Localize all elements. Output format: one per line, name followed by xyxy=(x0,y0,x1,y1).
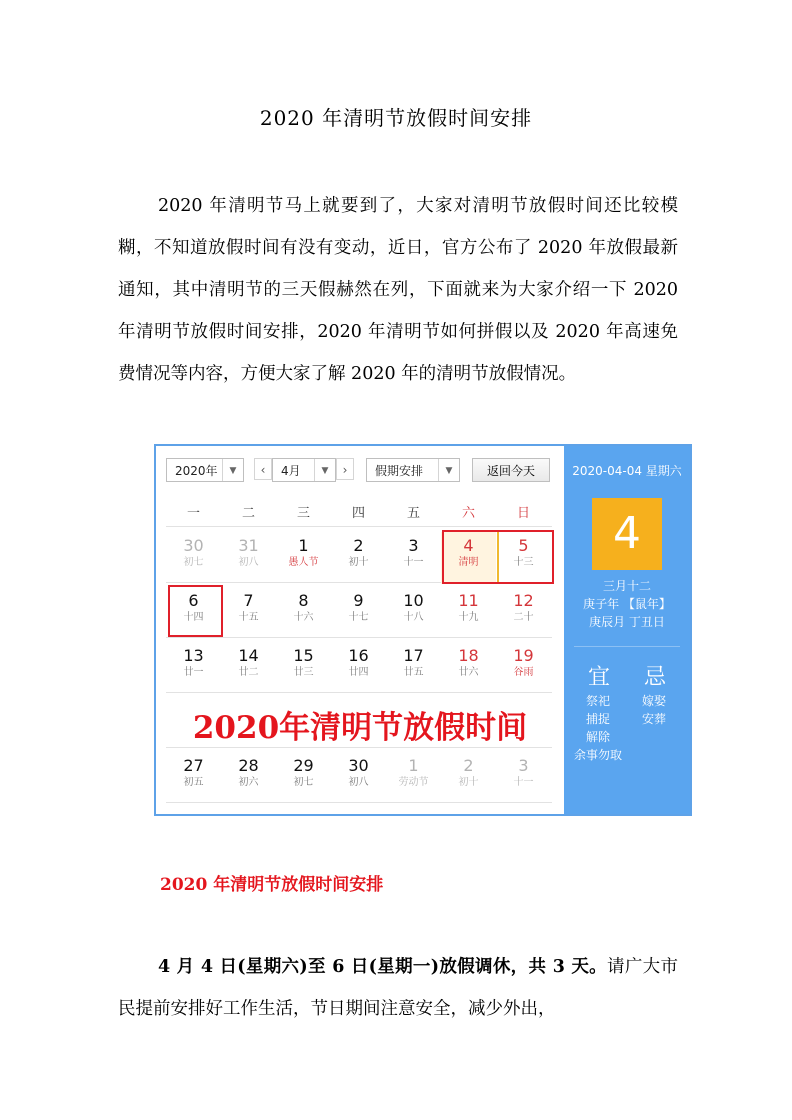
yi-list xyxy=(586,692,610,746)
ji-list xyxy=(642,692,666,728)
day-number: 29 xyxy=(293,756,314,775)
lunar-label: 初七 xyxy=(183,557,204,568)
calendar-day-cell[interactable] xyxy=(441,642,496,694)
row-divider xyxy=(166,747,552,748)
calendar-day-cell[interactable] xyxy=(386,752,441,804)
day-number: 10 xyxy=(403,591,424,610)
lunar-label: 十四 xyxy=(183,612,204,623)
intro-text: 2020 年清明节马上就要到了，大家对清明节放假时间还比较模糊，不知道放假时间有没有变动，近日，官方公布了 2020 年放假最新通知，其中清明节的三天假赫然在列，下面就来为大家介绍一下 2020 年清明节放假时间安排，2020 年清明节如何拼假以及 2020 年高速免费情况等内容，方便大家了解 2020 年的清明节放假情况。 xyxy=(118,196,678,384)
day-number: 1 xyxy=(298,536,309,555)
calendar-day-cell[interactable] xyxy=(276,532,331,584)
calendar-toolbar xyxy=(166,458,562,484)
calendar-side-panel xyxy=(564,446,690,814)
yi-item: 捕捉 xyxy=(586,712,611,726)
holiday-select-label: 假期安排 xyxy=(375,464,424,478)
lunar-label: 廿四 xyxy=(348,667,369,678)
ganzhi-year: 庚子年 【鼠年】 xyxy=(583,597,671,611)
day-number: 2 xyxy=(463,756,474,775)
calendar-day-cell[interactable] xyxy=(221,642,276,694)
yi-label: 宜 xyxy=(588,665,611,690)
lunar-label: 清明 xyxy=(458,557,479,568)
day-number: 12 xyxy=(513,591,534,610)
row-divider xyxy=(166,526,552,527)
calendar-banner: 2020年清明节放假时间 xyxy=(192,710,528,746)
yi-item: 祭祀 xyxy=(586,694,611,708)
weekday-label: 二 xyxy=(241,506,255,521)
calendar-day-cell[interactable] xyxy=(331,587,386,639)
holiday-select[interactable] xyxy=(366,458,460,482)
calendar-day-cell[interactable] xyxy=(496,587,551,639)
day-number: 14 xyxy=(238,646,259,665)
selected-day-number: 4 xyxy=(592,498,662,570)
selected-day-marker xyxy=(497,532,499,582)
day-number: 30 xyxy=(183,536,204,555)
ji-label: 忌 xyxy=(644,665,667,690)
day-number: 1 xyxy=(408,756,419,775)
holiday-dates: 4 月 4 日(星期六)至 6 日(星期一)放假调休，共 3 天。 xyxy=(158,957,608,977)
lunar-label: 十一 xyxy=(403,557,424,568)
calendar-day-cell[interactable] xyxy=(441,752,496,804)
day-number: 11 xyxy=(458,591,479,610)
lunar-label: 十六 xyxy=(293,612,314,623)
calendar-day-cell[interactable] xyxy=(221,587,276,639)
lunar-label: 愚人节 xyxy=(288,557,319,568)
lunar-label: 廿三 xyxy=(293,667,314,678)
year-select[interactable] xyxy=(166,458,244,482)
lunar-label: 初八 xyxy=(238,557,259,568)
calendar-day-cell[interactable] xyxy=(166,532,221,584)
chevron-right-icon: › xyxy=(342,463,348,477)
weekday-header xyxy=(166,502,552,522)
holiday-notice: 请广大市民提前安排好工作生活，节日期间注意安全，减少外出， xyxy=(118,957,679,1019)
weekday-label: 五 xyxy=(406,506,420,521)
calendar-day-cell[interactable] xyxy=(276,642,331,694)
side-divider xyxy=(574,646,680,647)
yi-item: 解除 xyxy=(586,730,611,744)
lunar-label: 廿一 xyxy=(183,667,204,678)
prev-month-button[interactable] xyxy=(254,458,272,480)
weekday-label: 日 xyxy=(516,506,530,521)
calendar-day-cell[interactable] xyxy=(331,642,386,694)
lunar-label: 廿六 xyxy=(458,667,479,678)
selected-date: 2020-04-04 星期六 xyxy=(572,464,682,478)
lunar-label: 初七 xyxy=(293,777,314,788)
day-number: 16 xyxy=(348,646,369,665)
lunar-label: 初五 xyxy=(183,777,204,788)
lunar-label: 劳动节 xyxy=(398,777,429,788)
day-number: 15 xyxy=(293,646,314,665)
year-select-label: 2020年 xyxy=(175,464,218,478)
day-number: 9 xyxy=(353,591,364,610)
calendar-day-cell[interactable] xyxy=(276,587,331,639)
page-title: 2020 年清明节放假时间安排 xyxy=(259,106,533,130)
calendar-day-cell[interactable] xyxy=(386,642,441,694)
lunar-label: 十五 xyxy=(238,612,259,623)
lunar-label: 十七 xyxy=(348,612,369,623)
day-number: 31 xyxy=(238,536,259,555)
day-number: 17 xyxy=(403,646,424,665)
calendar-day-cell[interactable] xyxy=(441,587,496,639)
weekday-label: 四 xyxy=(351,506,365,521)
weekday-label: 六 xyxy=(461,506,475,521)
lunar-label: 二十 xyxy=(513,612,534,623)
calendar-widget xyxy=(154,444,692,816)
chevron-down-icon: ▼ xyxy=(314,459,335,481)
lunar-label: 十八 xyxy=(403,612,424,623)
chevron-left-icon: ‹ xyxy=(260,463,266,477)
day-number: 6 xyxy=(188,591,199,610)
weekday-label: 三 xyxy=(296,506,310,521)
calendar-main xyxy=(156,446,564,814)
day-number: 19 xyxy=(513,646,534,665)
back-to-today-button[interactable]: 返回今天 xyxy=(472,458,550,482)
ji-item: 安葬 xyxy=(642,712,667,726)
lunar-date: 三月十二 xyxy=(602,579,651,593)
ganzhi-month-day: 庚辰月 丁丑日 xyxy=(589,615,665,629)
yi-item-extra: 余事勿取 xyxy=(574,748,623,762)
month-select[interactable] xyxy=(272,458,336,482)
calendar-day-cell[interactable] xyxy=(276,752,331,804)
lunar-label: 初六 xyxy=(238,777,259,788)
calendar-day-cell[interactable] xyxy=(331,532,386,584)
lunar-label: 十九 xyxy=(458,612,479,623)
calendar-day-cell[interactable] xyxy=(221,532,276,584)
day-number: 30 xyxy=(348,756,369,775)
lunar-label: 谷雨 xyxy=(513,667,534,678)
calendar-day-cell[interactable] xyxy=(166,752,221,804)
chevron-down-icon: ▼ xyxy=(438,459,459,481)
lunar-label: 初十 xyxy=(348,557,369,568)
calendar-day-cell[interactable] xyxy=(496,752,551,804)
calendar-day-cell[interactable] xyxy=(331,752,386,804)
intro-paragraph xyxy=(118,185,678,395)
holiday-paragraph xyxy=(118,946,678,1030)
calendar-day-cell[interactable] xyxy=(386,587,441,639)
day-number: 8 xyxy=(298,591,309,610)
day-number: 7 xyxy=(243,591,254,610)
chevron-down-icon: ▼ xyxy=(222,459,243,481)
next-month-button[interactable] xyxy=(336,458,354,480)
weekday-label: 一 xyxy=(186,506,200,521)
calendar-day-cell[interactable] xyxy=(166,642,221,694)
day-number: 27 xyxy=(183,756,204,775)
ji-item: 嫁娶 xyxy=(642,694,667,708)
day-number: 4 xyxy=(463,536,474,555)
day-number: 13 xyxy=(183,646,204,665)
lunar-label: 十一 xyxy=(513,777,534,788)
day-number: 2 xyxy=(353,536,364,555)
calendar-day-cell[interactable] xyxy=(386,532,441,584)
lunar-label: 廿五 xyxy=(403,667,424,678)
lunar-label: 初十 xyxy=(458,777,479,788)
lunar-label: 十三 xyxy=(513,557,534,568)
calendar-day-cell[interactable] xyxy=(496,642,551,694)
day-number: 18 xyxy=(458,646,479,665)
day-number: 28 xyxy=(238,756,259,775)
month-select-label: 4月 xyxy=(281,464,301,478)
lunar-label: 初八 xyxy=(348,777,369,788)
day-number: 3 xyxy=(408,536,419,555)
day-number: 3 xyxy=(518,756,529,775)
day-number: 5 xyxy=(518,536,529,555)
section-heading: 2020 年清明节放假时间安排 xyxy=(160,875,384,895)
lunar-label: 廿二 xyxy=(238,667,259,678)
calendar-day-cell[interactable] xyxy=(221,752,276,804)
holiday-highlight-box xyxy=(168,585,223,637)
